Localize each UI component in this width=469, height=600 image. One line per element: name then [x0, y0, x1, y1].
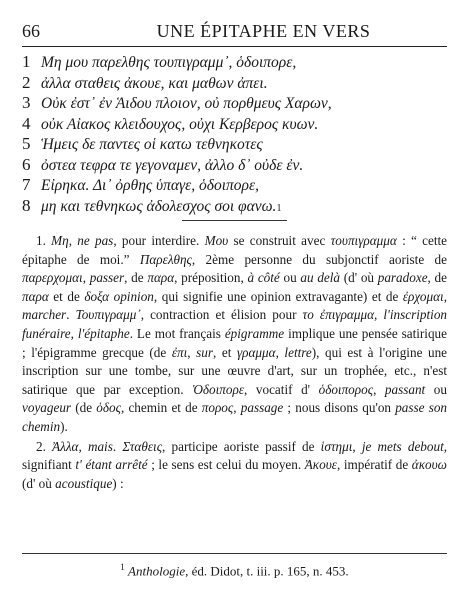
- verse-number: 6: [22, 154, 31, 174]
- verse-line: [22, 155, 447, 176]
- running-title: UNE ÉPITAPHE EN VERS: [156, 21, 371, 41]
- verse-text: ὀστεα τεφρα τε γεγοναμεν, ἀλλο δ᾽ οὐδε ἐν.: [41, 156, 304, 174]
- verse-text: Οὐκ ἐστ᾽ ἐν Ἁιδου πλοιον, οὐ πορθμευς Χαρων,: [41, 95, 332, 112]
- verse-text: ἀλλα σταθεις ἀκουε, και μαθων ἀπει.: [41, 74, 268, 92]
- verse-text: Εἰρηκα. Δι᾽ ὀρθης ὑπαγε, ὁδοιπορε,: [41, 177, 259, 194]
- section-divider: [182, 220, 287, 221]
- verse-text: οὐκ Αἰακος κλειδουχος, οὐχι Κερβερος κυων.: [41, 115, 319, 133]
- greek-epitaph-verses: [22, 52, 447, 216]
- verse-number: 7: [22, 175, 31, 194]
- verse-line: [22, 73, 447, 94]
- footnote-citation: , éd. Didot, t. iii. p. 165, n. 453.: [185, 563, 349, 579]
- verse-line: [22, 114, 447, 135]
- verse-line: [22, 93, 447, 114]
- verse-number: 1: [22, 52, 31, 71]
- footnote-mark: 1: [120, 562, 125, 572]
- verse-number: 3: [22, 93, 31, 112]
- verse-number: 2: [22, 72, 31, 92]
- verse-text: μη και τεθνηκως ἀδολεσχος σοι φανω.: [41, 197, 277, 215]
- verse-number: 8: [22, 195, 31, 215]
- footnote-reference: 1: [276, 202, 282, 214]
- note-1: 1. Μη, ne pas, pour interdire. Μου se construit avec τουπιγραμμα : “ cette épitaphe de moi.” Παρελθης, 2ème personne du subjonctif aoriste de παρερχομαι, passer, de παρα, préposition, à côté ou au delà (d' où paradoxe, de παρα et de δοξα opinion, qui signifie une opinion extravagante) et de ἐρχομαι, marcher. Τουπιγραμμ᾽, contraction et élision pour το ἐπιγραμμα, l'inscription funéraire, l'épitaphe. Le mot français épigramme implique une pensée satirique ; l'épigramme grecque (de ἐπι, sur, et γραμμα, lettre), qui est à l'origine une inscription sur une tombe, sur une œuvre d'art, sur un trophée, etc., n'est satirique que par exception. Ὁδοιπορε, vocatif d' ὁδοιπορος, passant ou voyageur (de ὁδος, chemin et de πορος, passage ; nous disons qu'on passe son chemin).: [22, 233, 448, 434]
- page-number: 66: [22, 21, 40, 41]
- verse-number: 5: [22, 134, 31, 153]
- verse-line: [22, 134, 447, 155]
- note-2: 2. Ἀλλα, mais. Σταθεις, participe aoriste passif de ἱστημι, je mets debout, signifiant t' étant arrêté ; le sens est celui du moyen. Ἀκουε, impératif de ἀκουω (d' où acoustique) :: [22, 438, 448, 491]
- footnote-rule: [22, 553, 447, 554]
- page-footnote: [0, 562, 469, 579]
- verse-line: [22, 52, 447, 73]
- running-header: [22, 18, 447, 47]
- footnote-source: Anthologie: [128, 563, 186, 579]
- verse-text: Μη μου παρελθης τουπιγραμμ᾽, ὁδοιπορε,: [41, 54, 297, 71]
- verse-text: Ἡμεις δε παντες οἱ κατω τεθνηκοτες: [41, 136, 263, 153]
- verse-line: [22, 175, 447, 196]
- verse-number: 4: [22, 113, 31, 133]
- verse-line: [22, 196, 447, 217]
- commentary-notes: [22, 232, 447, 493]
